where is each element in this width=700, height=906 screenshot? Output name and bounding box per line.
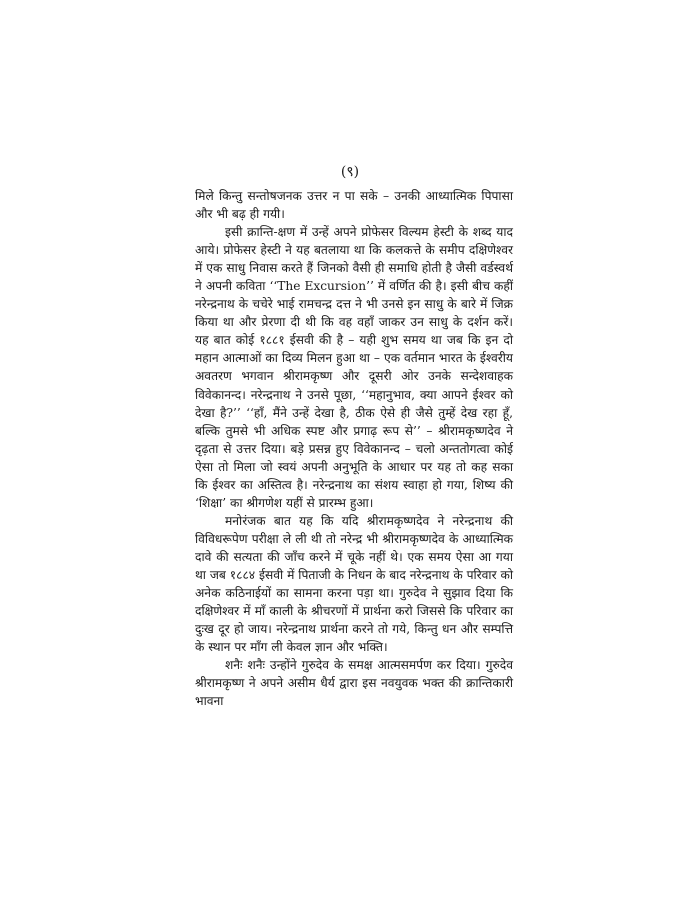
paragraph-2: इसी क्रान्ति-क्षण में उन्हें अपने प्रोफेसर विल्यम हेस्टी के शब्द याद आये। प्रोफेसर हेस्टी ने यह बतलाया था कि कलकत्ते के समीप दक्षिणेश्वर में एक साधु निवास करते हैं जिनको वैसी ही समाधि होती है जैसी वर्डस्वर्थ ने अपनी कविता ‘‘The Excursion’’ में वर्णित की है। इसी बीच कहीं नरेन्द्रनाथ के चचेरे भाई रामचन्द्र दत्त ने भी उनसे इन साधु के बारे में जिक्र किया था और प्रेरणा दी थी कि वह वहाँ जाकर उन साधु के दर्शन करें। यह बात कोई १८८१ ईसवी की है – यही शुभ समय था जब कि इन दो महान आत्माओं का दिव्य मिलन हुआ था – एक वर्तमान भारत के ईश्वरीय अवतरण भगवान श्रीरामकृष्ण और दूसरी ओर उनके सन्देशवाहक विवेकानन्द। नरेन्द्रनाथ ने उनसे पूछा, ‘‘महानुभाव, क्या आपने ईश्वर को देखा है?’’ ‘‘हाँ, मैंने उन्हें देखा है, ठीक ऐसे ही जैसे तुम्हें देख रहा हूँ, बल्कि तुमसे भी अधिक स्पष्ट और प्रगाढ़ रूप से’’ – श्रीरामकृष्णदेव ने दृढ़ता से उत्तर दिया। बड़े प्रसन्न हुए विवेकानन्द – चलो अन्ततोगत्वा कोई ऐसा तो मिला जो स्वयं अपनी अनुभूति के आधार पर यह तो कह सका कि ईश्वर का अस्तित्व है। नरेन्द्रनाथ का संशय स्वाहा हो गया, शिष्य की ‘शिक्षा’ का श्रीगणेश यहीं से प्रारम्भ हुआ। xyxy=(195,225,513,510)
paragraph-3: मनोरंजक बात यह कि यदि श्रीरामकृष्णदेव ने नरेन्द्रनाथ की विविधरूपेण परीक्षा ले ली थी तो नरेन्द्र भी श्रीरामकृष्णदेव के आध्यात्मिक दावे की सत्यता की जाँच करने में चूके नहीं थे। एक समय ऐसा आ गया था जब १८८४ ईसवी में पिताजी के निधन के बाद नरेन्द्रनाथ के परिवार को अनेक कठिनाईयों का सामना करना पड़ा था। गुरुदेव ने सुझाव दिया कि दक्षिणेश्वर में माँ काली के श्रीचरणों में प्रार्थना करो जिससे कि परिवार का दुःख दूर हो जाय। नरेन्द्रनाथ प्रार्थना करने तो गये, किन्तु धन और सम्पत्ति के स्थान पर माँग ली केवल ज्ञान और भक्ति। xyxy=(195,513,513,655)
body-text xyxy=(195,187,513,710)
paragraph-4: शनैः शनैः उन्होंने गुरुदेव के समक्ष आत्मसमर्पण कर दिया। गुरुदेव श्रीरामकृष्ण ने अपने असीम धैर्य द्वारा इस नवयुवक भक्त की क्रान्तिकारी भावना xyxy=(195,658,513,709)
page-number: (९) xyxy=(340,164,360,180)
paragraph-1: मिले किन्तु सन्तोषजनक उत्तर न पा सके – उनकी आध्यात्मिक पिपासा और भी बढ़ ही गयी। xyxy=(195,189,513,222)
